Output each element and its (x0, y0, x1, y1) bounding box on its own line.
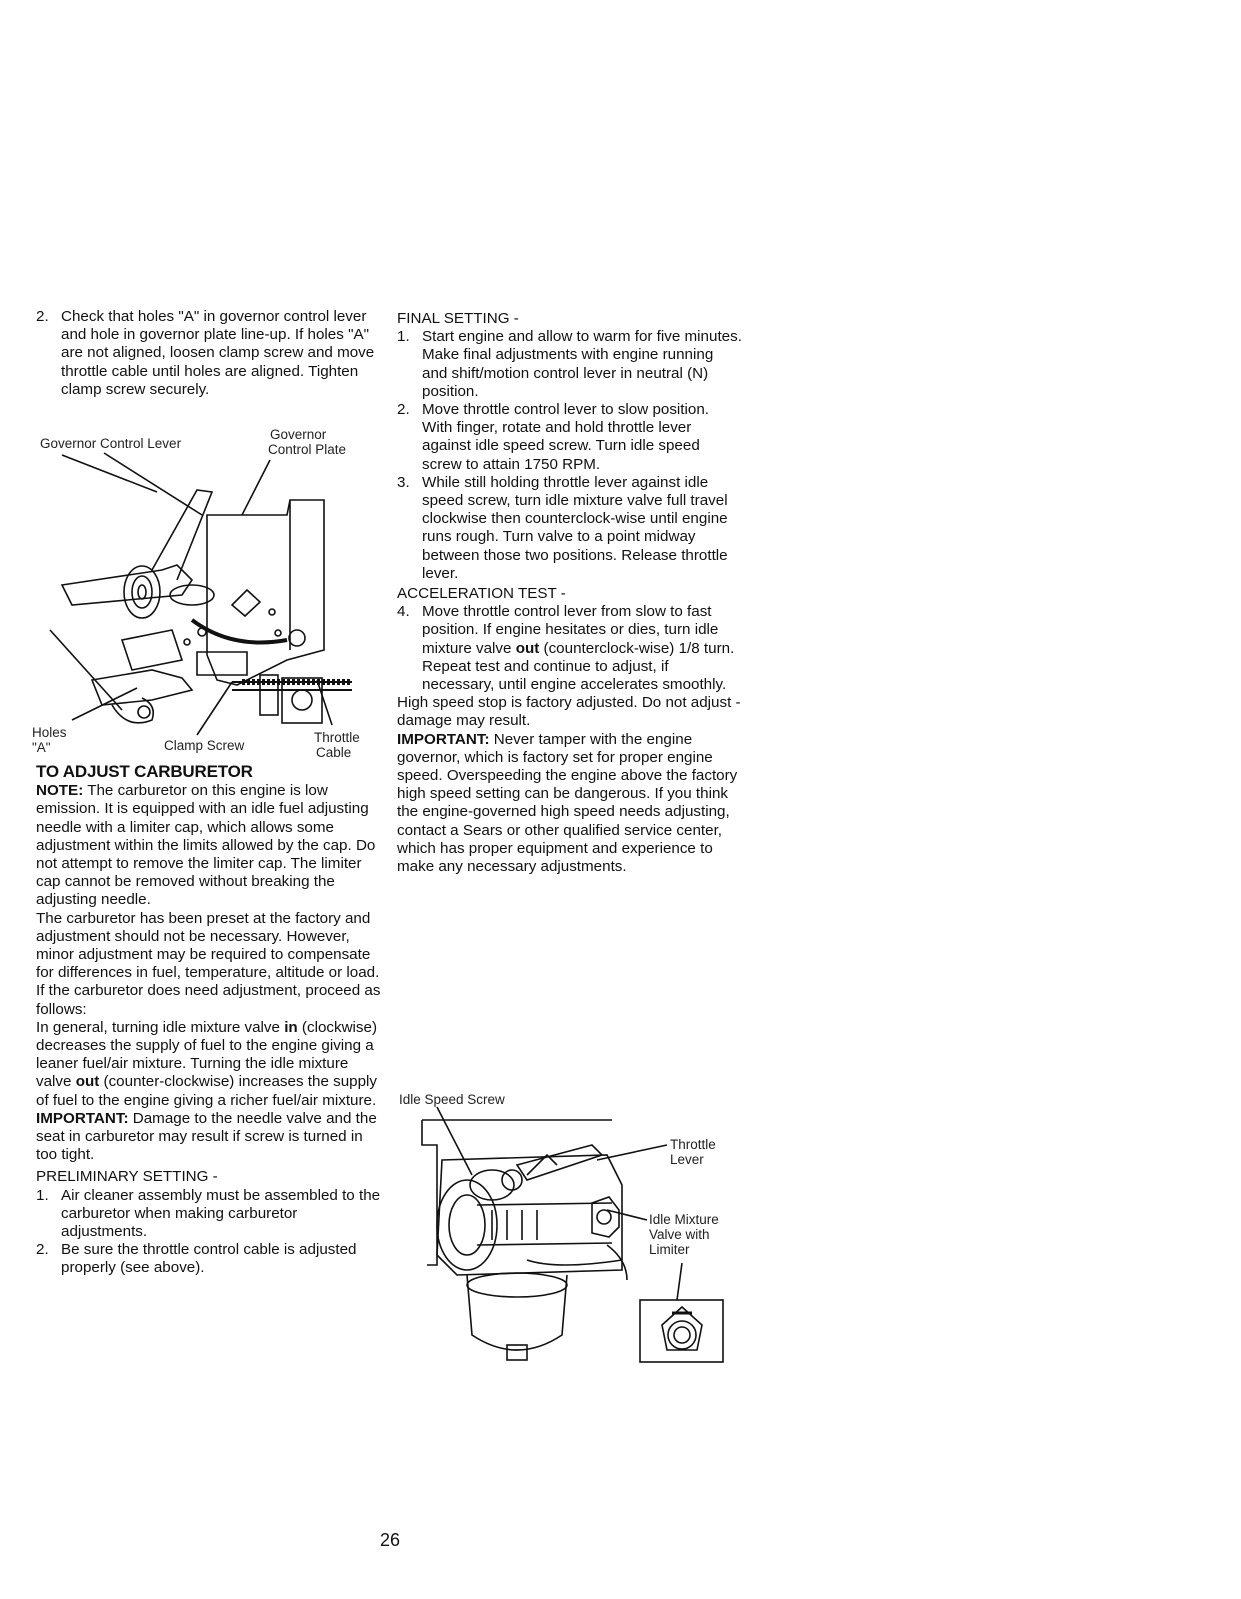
prelim-number: 2. (36, 1241, 49, 1259)
prelim-text: Be sure the throttle control cable is adjusted properly (see above). (61, 1241, 357, 1277)
important-label: IMPORTANT: (397, 730, 490, 748)
label-clamp-screw: Clamp Screw (164, 738, 245, 753)
prelim-number: 1. (36, 1186, 49, 1204)
label-idle-mixture-1: Idle Mixture (649, 1212, 719, 1227)
final-text: Start engine and allow to warm for five minutes. Make final adjustments with engine running and shift/motion control lever in neutral (N) position. (422, 328, 742, 400)
final-item (397, 474, 742, 583)
important-text: Never tamper with the engine governor, which is factory set for proper engine speed. Overspeeding the engine above the factory high speed setting can be dangerous. If you think the engine-governed high speed needs adjusting, contact a Sears or other qualified service center, which has proper equipment and experience to make any necessary adjustments. (397, 730, 738, 876)
note-label: NOTE: (36, 782, 84, 800)
high-speed-paragraph: High speed stop is factory adjusted. Do not adjust - damage may result. (397, 694, 741, 730)
label-idle-mixture-2: Valve with (649, 1227, 710, 1242)
preliminary-heading: PRELIMINARY SETTING - (36, 1168, 218, 1186)
important-paragraph (36, 1110, 381, 1165)
label-governor-plate-2: Control Plate (268, 442, 347, 457)
preset-paragraph: The carburetor has been preset at the factory and adjustment should not be necessary. However, minor adjustment may be required to compensate for differences in fuel, temperature, altitude or load. If the carburetor does need adjustment, proceed as follows: (36, 909, 381, 1018)
governor-figure (32, 420, 377, 760)
prelim-item (36, 1187, 381, 1242)
final-setting-heading: FINAL SETTING - (397, 310, 519, 327)
accel-text (422, 603, 742, 694)
accel-text-b: (counterclock-wise) 1/8 turn. Repeat test and continue to adjust, if necessary, until engine accelerates smoothly. (422, 639, 735, 694)
general-text-2: (clockwise) decreases the supply of fuel to the engine giving a leaner fuel/air mixture. Turning the idle mixture valve (36, 1018, 378, 1091)
general-out: out (75, 1073, 100, 1091)
prelim-text: Air cleaner assembly must be assembled to the carburetor when making carburetor adjustments. (61, 1186, 381, 1241)
carburetor-figure (397, 1085, 757, 1375)
page-number: 26 (380, 1530, 401, 1550)
acceleration-heading: ACCELERATION TEST - (397, 585, 566, 603)
step-text: Check that holes "A" in governor control lever and hole in governor plate line-up. If holes "A" are not aligned, loosen clamp screw and move throttle cable until holes are aligned. Tighten clamp screw securely. (61, 308, 375, 398)
general-text-1: In general, turning idle mixture valve (36, 1018, 285, 1036)
label-throttle-lever-2: Lever (670, 1152, 704, 1167)
note-text: The carburetor on this engine is low emission. It is equipped with an idle fuel adjusting needle with a limiter cap, which allows some adjustment within the limits allowed by the cap. Do not attempt to remove the limiter cap. The limiter cap cannot be removed without breaking the adjusting needle. (36, 782, 376, 909)
final-item (397, 401, 742, 474)
label-governor-plate-1: Governor (270, 427, 327, 442)
general-text-3: (counter-clockwise) increases the supply of fuel to the engine giving a richer fuel/air mixture. (36, 1073, 378, 1109)
carburetor-drawing (397, 1085, 757, 1375)
important-label: IMPORTANT: (36, 1109, 129, 1127)
label-idle-speed-screw: Idle Speed Screw (399, 1092, 505, 1107)
right-column-body (397, 310, 742, 876)
general-in: in (284, 1018, 298, 1036)
section-heading: TO ADJUST CARBURETOR (36, 762, 253, 781)
prelim-item (36, 1241, 381, 1277)
final-text: Move throttle control lever to slow position. With finger, rotate and hold throttle lever against idle speed screw. Turn idle speed screw to attain 1750 RPM. (422, 401, 710, 473)
label-holes-2: "A" (32, 740, 51, 755)
accel-out: out (515, 639, 540, 657)
final-text: While still holding throttle lever against idle speed screw, turn idle mixture valve full travel clockwise then counterclock-wise until engine runs rough. Turn valve to a point midway between those two positions. Release throttle lever. (422, 473, 728, 582)
step-number: 2. (36, 308, 49, 325)
label-throttle-cable-1: Throttle (314, 730, 360, 745)
label-idle-mixture-3: Limiter (649, 1242, 690, 1257)
accel-item (397, 603, 742, 694)
important-text: Damage to the needle valve and the seat in carburetor may result if screw is turned in too tight. (36, 1109, 377, 1164)
label-holes-1: Holes (32, 725, 67, 740)
final-number: 2. (397, 401, 410, 419)
governor-drawing (32, 420, 377, 760)
final-number: 3. (397, 473, 410, 491)
note-paragraph (36, 782, 381, 909)
left-column-body (36, 763, 381, 1278)
label-throttle-lever-1: Throttle (670, 1137, 716, 1152)
step-2 (36, 308, 381, 399)
important-paragraph-right (397, 731, 742, 877)
accel-text-a: Move throttle control lever from slow to fast position. If engine hesitates or dies, turn idle mixture valve (422, 603, 719, 657)
final-item (397, 328, 742, 401)
general-paragraph (36, 1019, 381, 1110)
accel-number: 4. (397, 603, 410, 621)
label-throttle-cable-2: Cable (316, 745, 352, 760)
final-number: 1. (397, 328, 410, 346)
label-governor-control-lever: Governor Control Lever (40, 436, 182, 451)
